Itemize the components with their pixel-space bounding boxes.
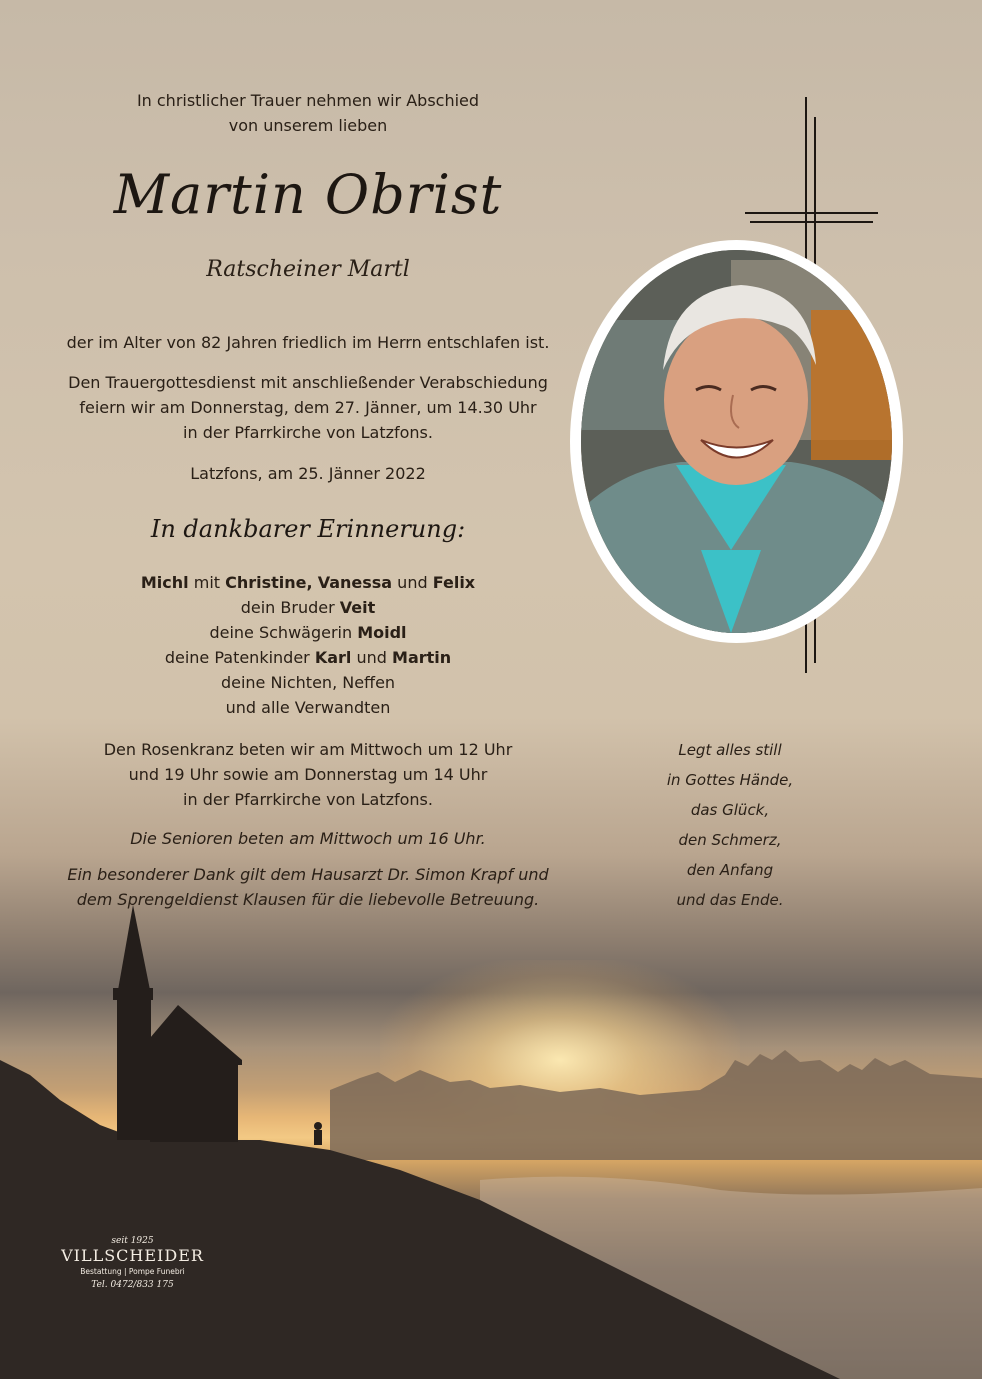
logo-phone: Tel. 0472/833 175 [91,1280,174,1290]
distant-mountains [330,1050,982,1160]
place-date: Latzfons, am 25. Jänner 2022 [190,464,426,483]
rosary-line-1: Den Rosenkranz beten wir am Mittwoch um 12 Uhr [103,740,513,759]
mourner-name: Moidl [357,623,407,642]
thank-you-note [40,862,576,912]
poem-line: das Glück, [690,801,770,819]
service-line-3: in der Pfarrkirche von Latzfons. [183,423,433,442]
mourner-name: Christine, [225,573,313,592]
rosary-line-2: und 19 Uhr sowie am Donnerstag um 14 Uhr [128,765,488,784]
mourner-text: und [392,573,433,592]
funeral-home-logo [60,1236,205,1292]
mourner-text: deine Patenkinder [164,648,315,667]
mourners-list [40,570,576,720]
funeral-service [40,370,576,445]
mourner-text: mit [188,573,226,592]
mourner-line-3 [40,620,576,645]
poem-line: in Gottes Hände, [666,771,794,789]
logo-subtitle: Bestattung | Pompe Funebri [80,1267,185,1276]
mourner-name: Felix [432,573,476,592]
mourner-line-4 [40,645,576,670]
portrait-photo [581,250,892,633]
mourner-text: und [351,648,393,667]
mourner-line-5: deine Nichten, Neffen [220,673,396,692]
poem-line: den Anfang [686,861,774,879]
portrait-illustration [581,250,892,633]
mourner-text: deine Schwägerin [209,623,358,642]
rosary-info [40,737,576,812]
rosary-line-3: in der Pfarrkirche von Latzfons. [183,790,433,809]
mourner-name: Vanessa [317,573,393,592]
person-silhouette [314,1122,322,1145]
mourner-line-1 [40,570,576,595]
poem-line: und das Ende. [676,891,784,909]
thankyou-line-2: dem Sprengeldienst Klausen für die liebevolle Betreuung. [76,890,540,909]
deceased-name: Martin Obrist [113,163,503,226]
intro-text [40,88,576,138]
mourner-text: dein Bruder [240,598,340,617]
poem-line: Legt alles still [678,741,782,759]
logo-brand: VILLSCHEIDER [61,1246,204,1265]
mourner-name: Michl [140,573,189,592]
seniors-note: Die Senioren beten am Mittwoch um 16 Uhr. [130,829,486,848]
service-line-2: feiern wir am Donnerstag, dem 27. Jänner, um 14.30 Uhr [79,398,537,417]
thankyou-line-1: Ein besonderer Dank gilt dem Hausarzt Dr. Simon Krapf und [67,865,549,884]
logo-since: seit 1925 [111,1236,154,1246]
mourner-name: Veit [339,598,376,617]
intro-line-1: In christlicher Trauer nehmen wir Abschied [136,91,480,110]
age-statement: der im Alter von 82 Jahren friedlich im Herrn entschlafen ist. [66,333,550,352]
church-silhouette [113,905,242,1142]
poem [630,735,830,915]
mourner-name: Karl [314,648,352,667]
mourner-name: Martin [392,648,452,667]
mourner-line-2 [40,595,576,620]
thanks-heading: In dankbarer Erinnerung: [150,515,466,543]
deceased-nickname: Ratscheiner Martl [206,257,410,282]
service-line-1: Den Trauergottesdienst mit anschließender Verabschiedung [68,373,548,392]
poem-line: den Schmerz, [678,831,782,849]
intro-line-2: von unserem lieben [228,116,388,135]
mourner-line-6: und alle Verwandten [225,698,391,717]
